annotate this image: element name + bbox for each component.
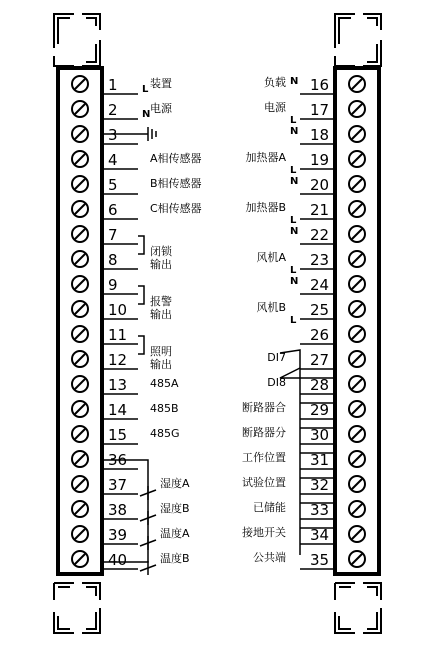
left-terminal-13 (72, 376, 179, 394)
screw-terminal-icon (72, 476, 88, 492)
terminal-label: 温度A (160, 527, 190, 540)
terminal-number: 12 (108, 351, 128, 369)
terminal-number: 26 (310, 326, 330, 344)
screw-terminal-icon (349, 276, 365, 292)
screw-terminal-icon (349, 426, 365, 442)
right-terminal-26 (300, 326, 365, 344)
right-terminal-20 (290, 176, 365, 194)
terminal-label: 温度B (160, 552, 190, 565)
right-terminals (242, 75, 365, 569)
left-terminal-10 (72, 294, 172, 321)
screw-terminal-icon (349, 101, 365, 117)
terminal-label: 装置 (150, 77, 172, 90)
terminal-number: 39 (108, 526, 128, 544)
terminal-number: 1 (108, 76, 118, 94)
relay-and-bus-wiring (104, 236, 333, 562)
terminal-number: 23 (310, 251, 330, 269)
terminal-number: 7 (108, 226, 118, 244)
terminal-number: 29 (310, 401, 330, 419)
terminal-number: 6 (108, 201, 118, 219)
terminal-number: 33 (310, 501, 330, 519)
screw-terminal-icon (72, 76, 88, 92)
polarity-label: L (142, 84, 149, 95)
polarity-label: L (290, 315, 297, 326)
terminal-number: 16 (310, 76, 330, 94)
terminal-label: 试验位置 (242, 476, 286, 489)
terminal-number: 17 (310, 101, 330, 119)
terminal-label: 电源 (264, 101, 286, 114)
terminal-label: B相传感器 (150, 177, 202, 190)
terminal-label: 湿度B (160, 502, 190, 515)
terminal-label: 断路器合 (242, 401, 286, 414)
terminal-label: 断路器分 (242, 426, 286, 439)
terminal-label: 485G (150, 427, 180, 440)
terminal-label: 湿度A (160, 477, 190, 490)
polarity-label: L (290, 115, 297, 126)
screw-terminal-icon (72, 126, 88, 142)
terminal-label: 加热器A (245, 151, 286, 164)
terminal-number: 19 (310, 151, 330, 169)
terminal-label: 风机A (256, 251, 286, 264)
left-terminal-11 (72, 326, 138, 344)
polarity-label: N (290, 226, 299, 237)
humidity-sensor-icon (140, 486, 156, 500)
screw-terminal-icon (72, 351, 88, 367)
terminal-label: 照明输出 (150, 345, 172, 371)
screw-terminal-icon (349, 351, 365, 367)
left-terminal-1 (72, 76, 172, 95)
right-terminal-27 (267, 351, 365, 369)
right-terminal-19 (245, 150, 365, 176)
screw-terminal-icon (72, 501, 88, 517)
terminal-number: 38 (108, 501, 128, 519)
screw-terminal-icon (72, 551, 88, 567)
screw-terminal-icon (72, 201, 88, 217)
terminal-number: 14 (108, 401, 128, 419)
screw-terminal-icon (349, 301, 365, 317)
humidity-sensor-icon (140, 511, 156, 525)
terminal-number: 4 (108, 151, 118, 169)
terminal-label: 闭锁输出 (150, 245, 172, 271)
right-terminal-24 (290, 276, 365, 294)
terminal-label: 报警输出 (150, 295, 172, 321)
left-terminal-6 (72, 201, 202, 219)
bracket-top-left (54, 14, 100, 66)
terminal-number: 22 (310, 226, 330, 244)
bracket-bottom-left (54, 583, 100, 633)
screw-terminal-icon (72, 151, 88, 167)
right-terminal-25 (256, 300, 365, 326)
terminal-number: 21 (310, 201, 330, 219)
right-terminal-17 (264, 100, 365, 126)
right-terminal-16 (264, 75, 365, 94)
terminal-label: 485A (150, 377, 179, 390)
left-terminal-5 (72, 176, 202, 194)
bracket-bottom-right (335, 583, 381, 633)
terminal-number: 5 (108, 176, 118, 194)
left-terminal-40 (72, 551, 190, 569)
screw-terminal-icon (349, 76, 365, 92)
screw-terminal-icon (349, 151, 365, 167)
temperature-sensor-icon (140, 561, 156, 575)
screw-terminal-icon (349, 251, 365, 267)
screw-terminal-icon (72, 401, 88, 417)
screw-terminal-icon (72, 226, 88, 242)
terminal-number: 25 (310, 301, 330, 319)
screw-terminal-icon (349, 526, 365, 542)
polarity-label: N (290, 76, 299, 87)
terminal-label: 风机B (256, 301, 286, 314)
screw-terminal-icon (349, 126, 365, 142)
terminal-number: 2 (108, 101, 118, 119)
temperature-sensor-icon (140, 536, 156, 550)
screw-terminal-icon (72, 426, 88, 442)
polarity-label: L (290, 215, 297, 226)
right-terminal-18 (290, 126, 365, 144)
left-terminal-38 (72, 501, 190, 519)
terminal-number: 36 (108, 451, 128, 469)
left-terminal-14 (72, 401, 179, 419)
terminal-number: 30 (310, 426, 330, 444)
terminal-label: 已储能 (253, 501, 286, 514)
right-terminal-35 (253, 550, 365, 569)
screw-terminal-icon (72, 176, 88, 192)
left-terminal-39 (72, 526, 190, 544)
terminal-number: 8 (108, 251, 118, 269)
left-terminals (72, 76, 202, 569)
terminal-number: 34 (310, 526, 330, 544)
terminal-number: 28 (310, 376, 330, 394)
left-terminal-15 (72, 426, 180, 444)
screw-terminal-icon (349, 451, 365, 467)
terminal-label: DI7 (267, 351, 286, 364)
screw-terminal-icon (349, 326, 365, 342)
terminal-number: 18 (310, 126, 330, 144)
terminal-number: 31 (310, 451, 330, 469)
screw-terminal-icon (72, 301, 88, 317)
terminal-label: 加热器B (245, 201, 286, 214)
terminal-number: 40 (108, 551, 128, 569)
terminal-number: 10 (108, 301, 128, 319)
left-terminal-4 (72, 151, 202, 169)
screw-terminal-icon (349, 401, 365, 417)
relay-bracket-light (138, 336, 144, 354)
right-terminal-23 (256, 250, 365, 276)
screw-terminal-icon (72, 376, 88, 392)
left-terminal-8 (72, 244, 173, 271)
polarity-label: L (290, 265, 297, 276)
right-terminal-22 (290, 226, 365, 244)
polarity-label: L (290, 165, 297, 176)
left-terminal-3 (72, 126, 138, 144)
terminal-label: 工作位置 (242, 451, 286, 464)
screw-terminal-icon (72, 526, 88, 542)
terminal-label: A相传感器 (150, 152, 202, 165)
terminal-number: 27 (310, 351, 330, 369)
left-terminal-strip (58, 68, 102, 574)
relay-bracket-lock (138, 236, 144, 254)
terminal-number: 32 (310, 476, 330, 494)
bracket-top-right (335, 14, 381, 66)
screw-terminal-icon (349, 176, 365, 192)
relay-bracket-alarm (138, 286, 144, 304)
screw-terminal-icon (72, 101, 88, 117)
right-terminal-28 (267, 376, 365, 394)
terminal-label: DI8 (267, 376, 286, 389)
terminal-number: 20 (310, 176, 330, 194)
terminal-number: 35 (310, 551, 330, 569)
polarity-label: N (290, 176, 299, 187)
terminal-number: 13 (108, 376, 128, 394)
terminal-label: 接地开关 (242, 526, 286, 539)
screw-terminal-icon (349, 501, 365, 517)
polarity-label: N (142, 109, 151, 120)
terminal-label: 电源 (150, 102, 172, 115)
terminal-label: 负载 (264, 76, 286, 89)
terminal-number: 37 (108, 476, 128, 494)
screw-terminal-icon (72, 276, 88, 292)
polarity-label: N (290, 126, 299, 137)
terminal-label: 公共端 (253, 551, 286, 564)
terminal-number: 15 (108, 426, 128, 444)
screw-terminal-icon (72, 251, 88, 267)
terminal-label: 485B (150, 402, 179, 415)
terminal-number: 3 (108, 126, 118, 144)
terminal-number: 11 (108, 326, 128, 344)
screw-terminal-icon (72, 451, 88, 467)
polarity-label: N (290, 276, 299, 287)
screw-terminal-icon (349, 551, 365, 567)
left-terminal-9 (72, 276, 138, 294)
screw-terminal-icon (349, 476, 365, 492)
left-terminal-2 (72, 101, 173, 120)
right-terminal-21 (245, 200, 365, 226)
screw-terminal-icon (349, 201, 365, 217)
left-terminal-12 (72, 345, 172, 371)
left-terminal-37 (72, 476, 190, 494)
screw-terminal-icon (72, 326, 88, 342)
right-terminal-strip (335, 68, 379, 574)
terminal-number: 9 (108, 276, 118, 294)
screw-terminal-icon (349, 226, 365, 242)
terminal-label: C相传感器 (150, 202, 202, 215)
screw-terminal-icon (349, 376, 365, 392)
left-terminal-7 (72, 226, 138, 244)
terminal-number: 24 (310, 276, 330, 294)
